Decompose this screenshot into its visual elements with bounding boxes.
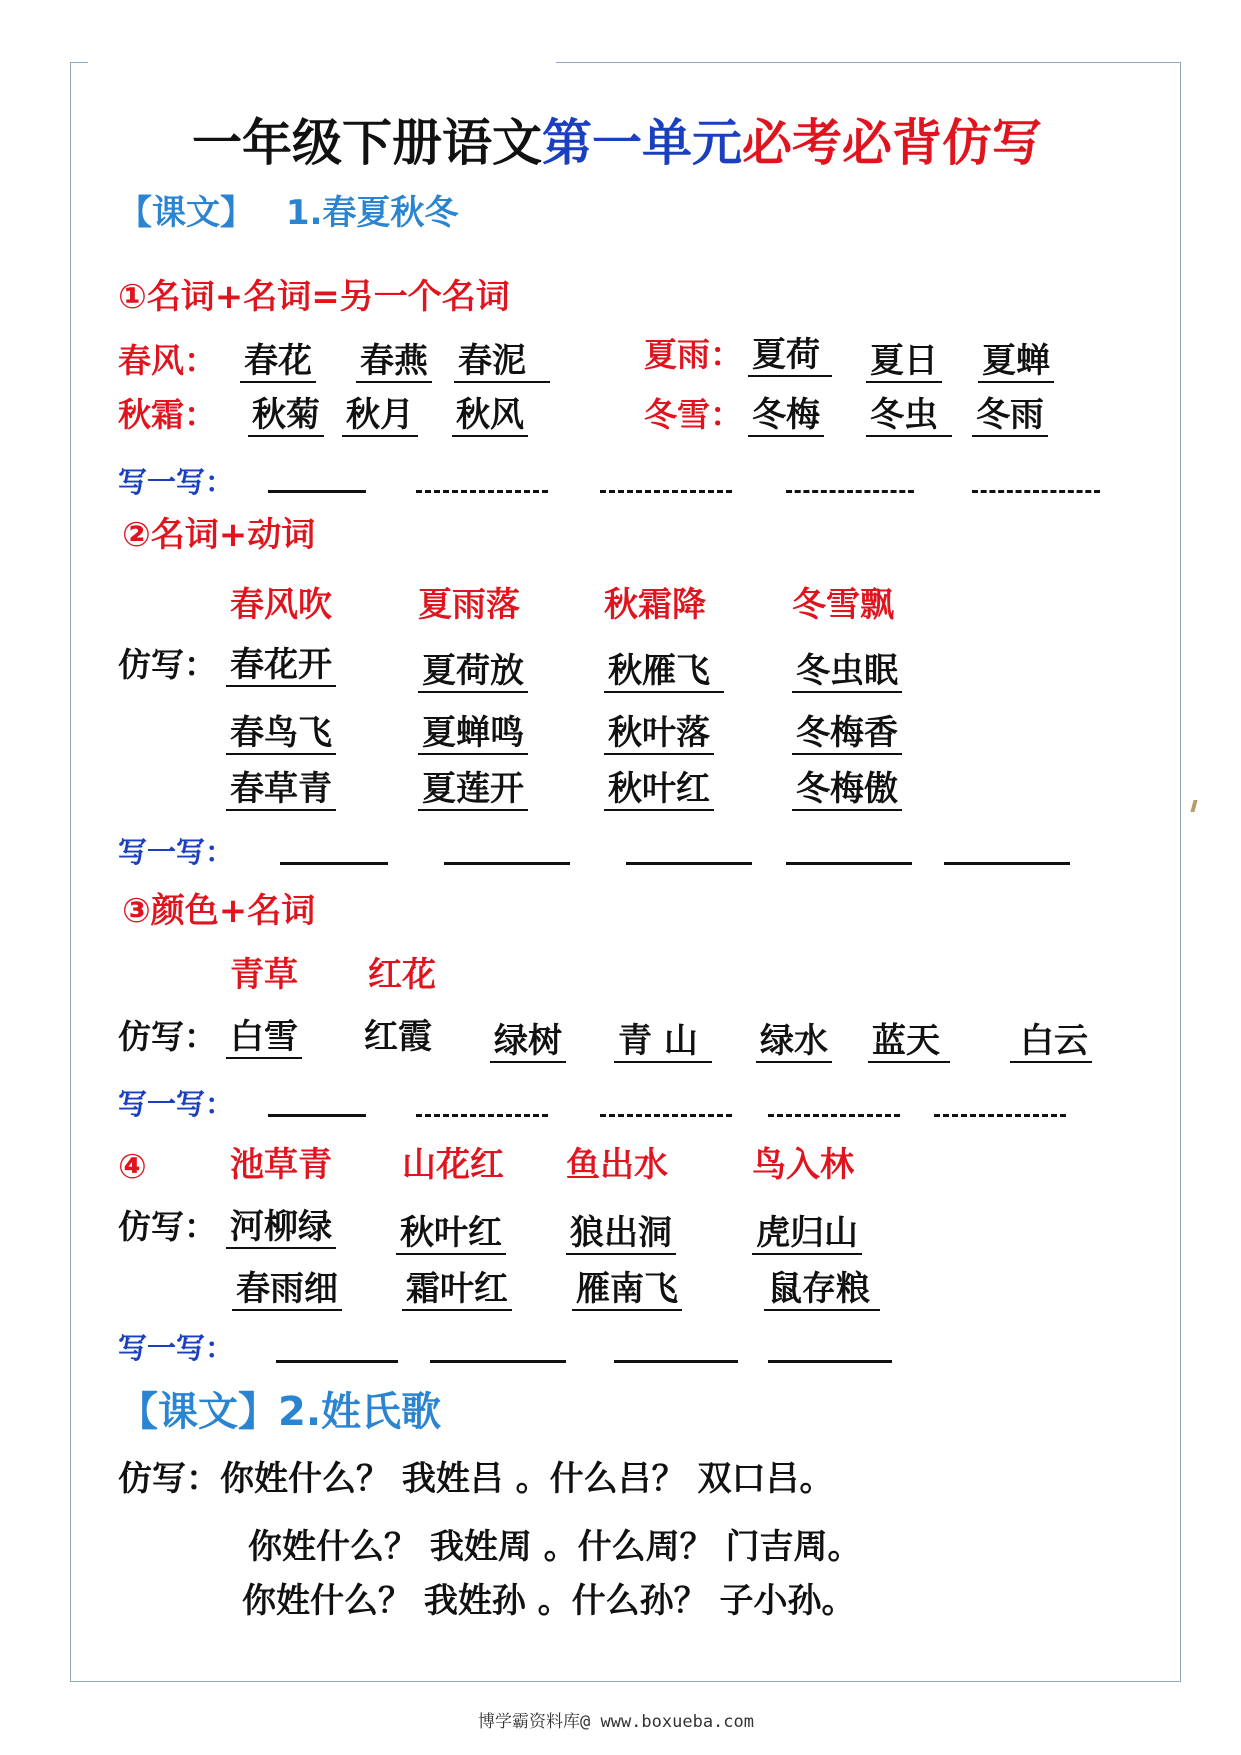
imitate-label: 仿写： xyxy=(118,1017,217,1056)
row-label: 春风： xyxy=(118,341,217,380)
lesson-1-heading xyxy=(118,193,459,233)
word: 虎归山 xyxy=(752,1216,862,1255)
word: 冬雨 xyxy=(972,398,1048,437)
answer-blank[interactable] xyxy=(786,490,914,493)
word: 夏蝉 xyxy=(978,344,1054,383)
word: 夏日 xyxy=(866,344,942,383)
word: 春泥 xyxy=(454,344,550,383)
word: 春花 xyxy=(240,344,316,383)
answer-blank[interactable] xyxy=(972,490,1100,493)
word: 狼出洞 xyxy=(566,1216,676,1255)
example-phrase: 春风吹 xyxy=(230,585,332,625)
example-phrase: 鸟入林 xyxy=(752,1145,854,1185)
footer-watermark: 博学霸资料库@ www.boxueba.com xyxy=(478,1712,754,1732)
answer-blank[interactable] xyxy=(768,1360,892,1363)
answer-blank[interactable] xyxy=(444,862,570,865)
word: 春草青 xyxy=(226,772,336,811)
word: 春花开 xyxy=(226,648,336,687)
answer-blank[interactable] xyxy=(416,490,548,493)
answer-blank[interactable] xyxy=(614,1360,738,1363)
imitate-label: 仿写： xyxy=(118,1459,220,1499)
example-phrase: 池草青 xyxy=(230,1145,332,1185)
example-phrase: 红花 xyxy=(368,955,436,995)
word: 冬梅香 xyxy=(792,716,902,755)
imitate-line xyxy=(118,1459,834,1499)
word: 绿水 xyxy=(756,1024,832,1063)
lesson-label: 【课文】 xyxy=(118,193,254,233)
sentence: 你姓什么？ 我姓吕 。什么吕？ 双口吕。 xyxy=(220,1459,834,1499)
word: 白云 xyxy=(1010,1024,1092,1063)
word: 蓝天 xyxy=(868,1024,950,1063)
word: 春雨细 xyxy=(232,1272,342,1311)
section-1-heading: ①名词+名词=另一个名词 xyxy=(118,277,510,317)
answer-blank[interactable] xyxy=(268,490,366,493)
write-label: 写一写： xyxy=(118,1331,235,1365)
title-part-grade: 一年级下册语文 xyxy=(192,114,542,172)
title-part-unit: 第一单元 xyxy=(542,114,742,172)
answer-blank[interactable] xyxy=(600,1114,732,1117)
section-3-heading: ③颜色+名词 xyxy=(122,891,316,931)
page-title xyxy=(192,114,1042,172)
row-label: 冬雪： xyxy=(644,395,743,434)
answer-blank[interactable] xyxy=(268,1114,366,1117)
lesson-2-heading xyxy=(118,1389,442,1435)
write-label: 写一写： xyxy=(118,835,235,869)
word: 河柳绿 xyxy=(226,1210,336,1249)
answer-blank[interactable] xyxy=(944,862,1070,865)
section-2-heading: ②名词+动词 xyxy=(122,515,316,555)
lesson-name: 1.春夏秋冬 xyxy=(285,193,459,233)
word: 青 山 xyxy=(614,1024,712,1063)
word: 秋雁飞 xyxy=(604,654,724,693)
write-label: 写一写： xyxy=(118,1087,235,1121)
word: 红霞 xyxy=(364,1017,432,1057)
word: 秋风 xyxy=(452,398,528,437)
row-label: 秋霜： xyxy=(118,395,217,434)
example-phrase: 青草 xyxy=(230,955,298,995)
word: 秋叶红 xyxy=(396,1216,506,1255)
word: 秋月 xyxy=(342,398,418,437)
answer-blank[interactable] xyxy=(276,1360,398,1363)
word: 冬梅 xyxy=(748,398,824,437)
word: 绿树 xyxy=(490,1024,566,1063)
answer-blank[interactable] xyxy=(416,1114,548,1117)
word: 春鸟飞 xyxy=(226,716,336,755)
imitate-label: 仿写： xyxy=(118,1207,217,1246)
word: 春燕 xyxy=(356,344,432,383)
answer-blank[interactable] xyxy=(626,862,752,865)
lesson-label: 【课文】 xyxy=(118,1389,278,1435)
word: 秋菊 xyxy=(248,398,324,437)
word: 夏莲开 xyxy=(418,772,528,811)
answer-blank[interactable] xyxy=(430,1360,566,1363)
example-phrase: 鱼出水 xyxy=(566,1145,668,1185)
answer-blank[interactable] xyxy=(934,1114,1066,1117)
section-4-number: ④ xyxy=(118,1147,147,1187)
example-phrase: 山花红 xyxy=(402,1145,504,1185)
word: 夏蝉鸣 xyxy=(418,716,528,755)
answer-blank[interactable] xyxy=(786,862,912,865)
word: 秋叶落 xyxy=(604,716,714,755)
row-label: 夏雨： xyxy=(644,335,743,374)
imitate-label: 仿写： xyxy=(118,645,217,684)
word: 鼠存粮 xyxy=(764,1272,880,1311)
scan-mark xyxy=(1190,800,1197,812)
write-label: 写一写： xyxy=(118,465,235,499)
answer-blank[interactable] xyxy=(280,862,388,865)
word: 秋叶红 xyxy=(604,772,714,811)
word: 白雪 xyxy=(226,1020,302,1059)
word: 冬虫眠 xyxy=(792,654,902,693)
example-phrase: 夏雨落 xyxy=(418,585,520,625)
sentence: 你姓什么？ 我姓周 。什么周？ 门吉周。 xyxy=(248,1527,862,1567)
word: 雁南飞 xyxy=(572,1272,682,1311)
sentence: 你姓什么？ 我姓孙 。什么孙？ 子小孙。 xyxy=(242,1581,856,1621)
example-phrase: 冬雪飘 xyxy=(792,585,894,625)
title-part-topic: 必考必背仿写 xyxy=(742,114,1042,172)
answer-blank[interactable] xyxy=(768,1114,900,1117)
word: 冬梅傲 xyxy=(792,772,902,811)
answer-blank[interactable] xyxy=(600,490,732,493)
word: 霜叶红 xyxy=(402,1272,512,1311)
word: 夏荷 xyxy=(748,338,832,377)
example-phrase: 秋霜降 xyxy=(604,585,706,625)
lesson-name: 2.姓氏歌 xyxy=(278,1389,442,1435)
word: 夏荷放 xyxy=(418,654,528,693)
word: 冬虫 xyxy=(866,398,952,437)
